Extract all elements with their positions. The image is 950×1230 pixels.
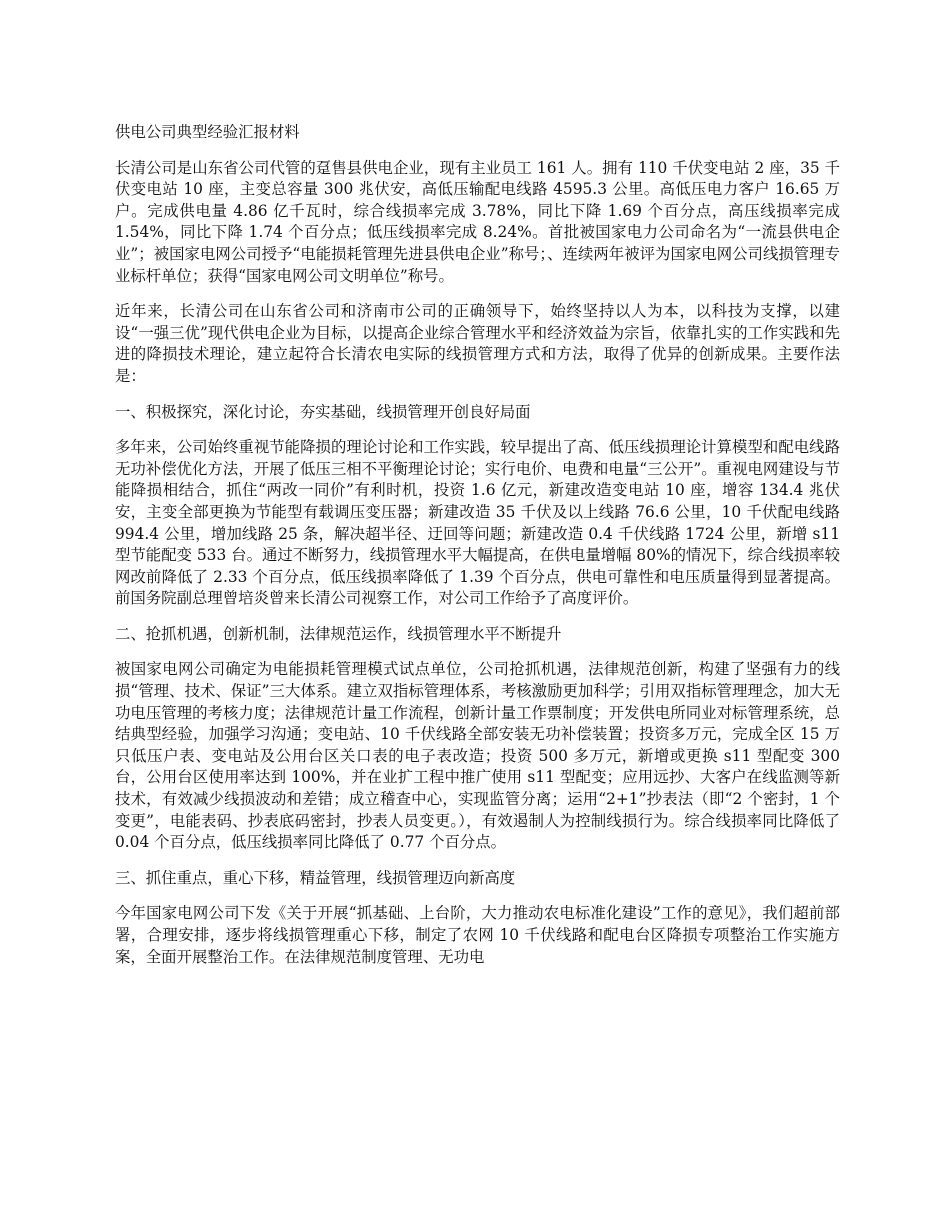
intro-paragraph-company-profile: 长清公司是山东省公司代管的趸售县供电企业，现有主业员工 161 人。拥有 110 千伏变电站 2 座，35 千伏变电站 10 座，主变总容量 300 兆伏安，高低压输配电线路 4595.3 公里。高低压电力客户 16.65 万户。完成供电量 4.86 亿千瓦时，综合线损率完成 3.78%，同比下降 1.69 个百分点，高压线损率完成 1.54%，同比下降 1.74 个百分点；低压线损率完成 8.24%。首批被国家电力公司命名为“一流县供电企业”；被国家电网公司授予“电能损耗管理先进县供电企业”称号；、连续两年被评为国家电网公司线损管理专业标杆单位；获得“国家电网公司文明单位”称号。 bbox=[115, 158, 840, 285]
section-heading-1: 一、积极探究，深化讨论，夯实基础，线损管理开创良好局面 bbox=[115, 402, 531, 421]
section-heading-2: 二、抢抓机遇，创新机制，法律规范运作，线损管理水平不断提升 bbox=[115, 624, 562, 643]
section-body-2: 被国家电网公司确定为电能损耗管理模式试点单位，公司抢抓机遇，法律规范创新，构建了坚强有力的线损“管理、技术、保证”三大体系。建立双指标管理体系，考核激励更加科学；引用双指标管理理念，加大无功电压管理的考核力度；法律规范计量工作流程，创新计量工作票制度；开发供电所同业对标管理系统，总结典型经验，加强学习沟通；变电站、10 千伏线路全部安装无功补偿装置；投资多万元，完成全区 15 万只低压户表、变电站及公用台区关口表的电子表改造；投资 500 多万元，新增或更换 s11 型配变 300 台，公用台区使用率达到 100%，并在业扩工程中推广使用 s11 型配变；应用远抄、大客户在线监测等新技术，有效减少线损波动和差错；成立稽查中心，实现监管分离；运用“2+1”抄表法（即“2 个密封，1 个变更”，电能表码、抄表底码密封，抄表人员变更。），有效遏制人为控制线损行为。综合线损率同比降低了 0.04 个百分点，低压线损率同比降低了 0.77 个百分点。 bbox=[115, 660, 840, 852]
document-title: 供电公司典型经验汇报材料 bbox=[115, 123, 300, 141]
section-heading-3: 三、抓住重点，重心下移，精益管理，线损管理迈向新高度 bbox=[115, 868, 516, 887]
section-body-3: 今年国家电网公司下发《关于开展“抓基础、上台阶，大力推动农电标准化建设”工作的意见》，我们超前部署，合理安排，逐步将线损管理重心下移，制定了农网 10 千伏线路和配电台区降损专项整治工作实施方案，全面开展整治工作。在法律规范制度管理、无功电 bbox=[115, 904, 840, 966]
document-page bbox=[115, 122, 840, 982]
section-body-1: 多年来，公司始终重视节能降损的理论讨论和工作实践，较早提出了高、低压线损理论计算模型和配电线路无功补偿优化方法，开展了低压三相不平衡理论讨论；实行电价、电费和电量“三公开”。重视电网建设与节能降损相结合，抓住“两改一同价”有利时机，投资 1.6 亿元，新建改造变电站 10 座，增容 134.4 兆伏安，主变全部更换为节能型有载调压变压器；新建改造 35 千伏及以上线路 76.6 公里，10 千伏配电线路 994.4 公里，增加线路 25 条，解决超半径、迂回等问题；新建改造 0.4 千伏线路 1724 公里，新增 s11 型节能配变 533 台。通过不断努力，线损管理水平大幅提高，在供电量增幅 80%的情况下，综合线损率较网改前降低了 2.33 个百分点，低压线损率降低了 1.39 个百分点，供电可靠性和电压质量得到显著提高。前国务院副总理曾培炎曾来长清公司视察工作，对公司工作给予了高度评价。 bbox=[115, 438, 840, 608]
intro-paragraph-approach: 近年来，长清公司在山东省公司和济南市公司的正确领导下，始终坚持以人为本，以科技为支撑，以建设“一强三优”现代供电企业为目标，以提高企业综合管理水平和经济效益为宗旨，依靠扎实的工作实践和先进的降损技术理论，建立起符合长清农电实际的线损管理方式和方法，取得了优异的创新成果。主要作法是： bbox=[115, 302, 840, 385]
